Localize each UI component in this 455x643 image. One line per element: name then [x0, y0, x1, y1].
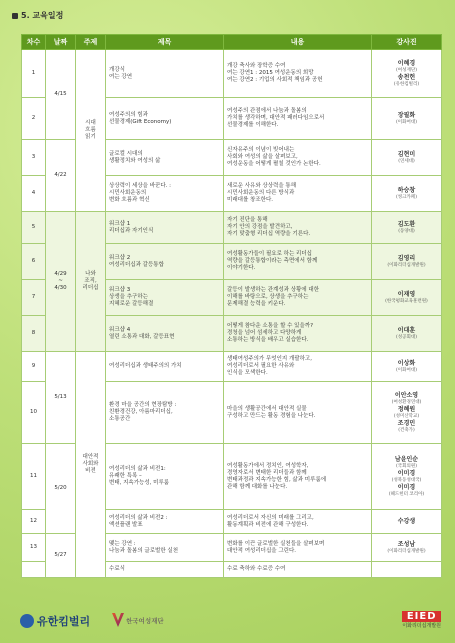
instructor-org: (동양대) [398, 228, 415, 234]
instructor-org: (이화여대) [396, 367, 417, 373]
row-instructors [372, 534, 442, 562]
header-date: 날짜 [46, 35, 76, 50]
row-instructors [372, 212, 442, 244]
instructor-name: 조경민 [397, 419, 416, 427]
row-title: 워크샵 3 상생을 추구하는 지혜로운 갈등해결 [106, 280, 224, 316]
row-instructors [372, 316, 442, 352]
eied-logo [402, 611, 441, 629]
instructor-org: (이화리더십개발원) [387, 548, 426, 554]
instructor-name: 조성남 [397, 540, 416, 548]
topic-cell: 나와 조직, 리더십 [76, 212, 106, 352]
instructor-name: 이대훈 [397, 326, 416, 334]
table-row [22, 50, 442, 98]
row-title: 여성리더의 삶과 비전2 : 액션플랜 발표 [106, 510, 224, 534]
row-no [22, 562, 46, 578]
row-title: 워크샵 2 여성리더십과 갈등통합 [106, 244, 224, 280]
instructor-name: 이재영 [397, 290, 416, 298]
instructor-name: 정혜원 [397, 405, 416, 413]
date-cell: 4/29 ~ 4/30 [46, 212, 76, 352]
date-cell: 5/27 [46, 534, 76, 578]
row-no: 2 [22, 98, 46, 140]
instructor-org: (이화리더십개발원) [387, 262, 426, 268]
row-content: 수료 축하와 수료증 수여 [224, 562, 372, 578]
row-content: 신자유주의 이념이 빚어내는 사회와 여성의 삶을 살펴보고, 여성운동을 어떻게 펼칠 것인가 논한다. [224, 140, 372, 176]
row-title: 여성리더의 삶과 비전1: 유쾌한 특록 – 변태, 지속가능성, 미루룸 [106, 444, 224, 510]
instructor-org: (건축가) [398, 427, 415, 433]
table-row [22, 212, 442, 244]
instructor-name: 이미경 [397, 483, 416, 491]
instructor-name: 송천헌 [397, 73, 416, 81]
row-instructors [372, 352, 442, 382]
row-no: 8 [22, 316, 46, 352]
row-content: 자기 진단을 통해 자기 안의 강점을 발견하고, 자기 맞춤형 리더십 역량을 기른다. [224, 212, 372, 244]
instructor-org: (이화여대) [396, 119, 417, 125]
instructor-name: 하승창 [397, 186, 416, 194]
instructor-org: (성북동성대국) [391, 477, 422, 483]
row-no: 10 [22, 382, 46, 444]
row-instructors [372, 140, 442, 176]
instructor-org: (연세대) [398, 158, 415, 164]
logo-right-text: EIED [402, 611, 441, 622]
instructor-org: (한국평화교육훈련원) [385, 298, 428, 304]
date-cell: 4/15 [46, 50, 76, 140]
instructor-org: (여성재단) [396, 67, 417, 73]
row-instructors [372, 562, 442, 578]
row-title: 수료식 [106, 562, 224, 578]
row-title: 워크샵 1 리더십과 자기인식 [106, 212, 224, 244]
row-title: 맺는 강연 : 나눔과 돌봄의 글로벌한 실천 [106, 534, 224, 562]
row-title: 글로컬 시대의 생활정치와 여성의 삶 [106, 140, 224, 176]
header-no: 차수 [22, 35, 46, 50]
row-instructors [372, 280, 442, 316]
row-title: 개강식 여는 강연 [106, 50, 224, 98]
instructor-org: (여성환경연대) [391, 399, 422, 405]
table-row [22, 352, 442, 382]
yuhan-kimberly-mark-icon [20, 614, 34, 628]
instructor-name: 장필화 [397, 111, 416, 119]
date-cell: 5/20 [46, 444, 76, 534]
womens-fund-logo [112, 613, 164, 627]
instructor-name: 이미경 [397, 469, 416, 477]
footer [0, 605, 455, 643]
instructor-org: (국회의원) [396, 463, 417, 469]
topic-cell: 대안적 사회와 비전 [76, 352, 106, 578]
instructor-name: 김도환 [397, 220, 416, 228]
instructor-name: 수강생 [397, 518, 416, 525]
row-content: 새로운 사유와 상상력을 통해 시민사회운동의 다른 방식과 미래대를 창조한다. [224, 176, 372, 212]
header-title: 제목 [106, 35, 224, 50]
header-instructor: 강사진 [372, 35, 442, 50]
row-content: 생태여성주의가 무엇인지 개괄하고, 여성리더로서 필요한 사유와 인식을 모색한다. [224, 352, 372, 382]
instructor-org: (씽크카페) [396, 194, 417, 200]
row-content: 마을의 생활공간에서 대안적 실물 구성하고 만드는 활동 경험을 나눈다. [224, 382, 372, 444]
section-header [12, 10, 63, 21]
row-content: 갈등이 발생하는 관계성과 상황에 대한 이해를 바탕으로, 상생을 추구하는 문제해결 능력을 키운다. [224, 280, 372, 316]
row-content: 여성활동가들이 필요로 하는 리더십 역량을 갈등통합이라는 측면에서 함께 이야기한다. [224, 244, 372, 280]
header-topic: 주제 [76, 35, 106, 50]
row-no: 7 [22, 280, 46, 316]
row-instructors [372, 244, 442, 280]
row-content: 변화를 이끈 글로벌한 실천들을 살펴보며 대안적 여성리더십을 그린다. [224, 534, 372, 562]
row-no: 13 [22, 534, 46, 562]
row-no: 1 [22, 50, 46, 98]
section-title: 5. 교육일정 [21, 11, 64, 20]
row-instructors [372, 98, 442, 140]
table-header-row [22, 35, 442, 50]
row-content: 여성리더로서 자신의 미래를 그리고, 활동계획과 비전에 관해 구성한다. [224, 510, 372, 534]
row-content: 어떻게 참다운 소통을 할 수 있을까? 경청을 넘어 섬세하고 다양하게 소통하는 방식을 배우고 실습한다. [224, 316, 372, 352]
instructor-name: 김현미 [397, 150, 416, 158]
instructor-org: (헤드헌터 코리아) [388, 491, 425, 497]
row-no: 5 [22, 212, 46, 244]
row-instructors [372, 444, 442, 510]
row-title: 상상력이 세상을 바꾼다. : 시민사회운동의 변화 흐름과 혁신 [106, 176, 224, 212]
header-content: 내용 [224, 35, 372, 50]
row-title: 환경 마을 공간의 현장탐방 : 친환경건강, 아름마리더십, 소통공간 [106, 382, 224, 444]
logo-mid-text: 한국여성재단 [126, 616, 164, 625]
instructor-name: 김영리 [397, 254, 416, 262]
row-instructors [372, 176, 442, 212]
instructor-name: 남윤인순 [394, 455, 419, 463]
date-cell: 4/22 [46, 140, 76, 212]
row-content: 여성주의 관점에서 나눔과 돌봄의 가치를 생각하며, 대안적 패러다임으로서 선물경제를 이해한다. [224, 98, 372, 140]
schedule-table-wrapper [21, 34, 441, 578]
row-content: 개강 축사와 장학증 수여 여는 강연1 : 2015 여성운동의 희망 여는 강연2 : 기업의 사회적 책임과 공헌 [224, 50, 372, 98]
row-no: 9 [22, 352, 46, 382]
bullet-icon [12, 13, 18, 19]
logo-left-text: 유한킴벌리 [37, 615, 91, 628]
row-title: 여성주의의 힘과 선물경제(Gift Economy) [106, 98, 224, 140]
topic-cell: 시대 흐름 읽기 [76, 50, 106, 212]
date-cell: 5/13 [46, 352, 76, 444]
row-instructors [372, 50, 442, 98]
instructor-org: (유한킴벌리) [393, 81, 420, 87]
womens-fund-mark-icon [112, 613, 124, 627]
instructor-name: 이안소영 [394, 391, 419, 399]
instructor-org: (성공회대) [396, 334, 417, 340]
yuhan-kimberly-logo [20, 613, 90, 629]
row-instructors [372, 510, 442, 534]
row-no: 12 [22, 510, 46, 534]
instructor-org: (성미산학교) [393, 413, 420, 419]
instructor-name: 이상화 [397, 359, 416, 367]
row-no: 6 [22, 244, 46, 280]
row-no: 4 [22, 176, 46, 212]
row-content: 여성활동가에서 정치인, 여성학자, 경영자로서 변태한 리더들과 함께 변태과정과 지속가능한 힘, 삶과 미루룸에 관해 함께 대화를 나눈다. [224, 444, 372, 510]
row-no: 3 [22, 140, 46, 176]
row-instructors [372, 382, 442, 444]
row-title: 여성리더십과 생태주의의 가치 [106, 352, 224, 382]
row-no: 11 [22, 444, 46, 510]
schedule-table [21, 34, 442, 578]
instructor-name: 이혜경 [397, 59, 416, 67]
logo-right-sub: 이화리더십개발원 [402, 623, 441, 629]
row-title: 워크샵 4 열린 소통과 대화, 갈등표현 [106, 316, 224, 352]
